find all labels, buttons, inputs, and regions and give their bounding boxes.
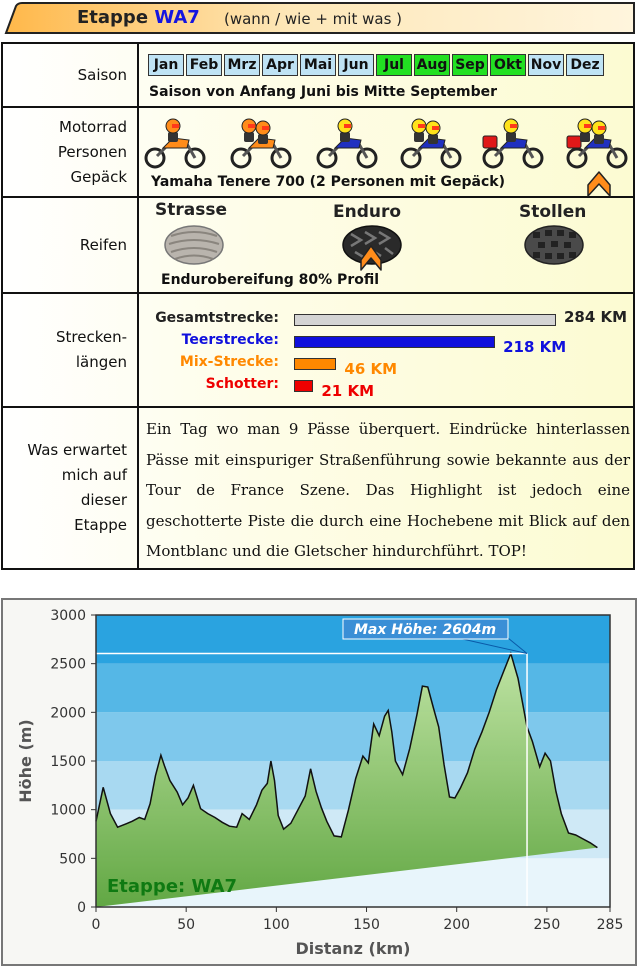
distance-bar — [294, 358, 336, 370]
tyre-type-knobby: Stollen — [519, 202, 587, 222]
distances-label: Strecken- längen — [3, 294, 139, 406]
season-row — [3, 44, 633, 108]
month-mai: Mai — [300, 54, 336, 76]
blue-motorbike-2-riders-icon — [399, 118, 465, 170]
selected-bike-marker-icon — [586, 168, 612, 198]
month-apr: Apr — [262, 54, 298, 76]
stage-code: WA7 — [154, 7, 200, 28]
annotation-text: Max Höhe: 2604m — [353, 622, 497, 638]
y-tick-label: 3000 — [50, 608, 86, 624]
y-tick-label: 1000 — [50, 802, 86, 819]
x-tick-label: 100 — [262, 917, 290, 933]
stage-subtitle: (wann / wie + mit was ) — [224, 10, 403, 28]
elevation-chart-panel — [1, 598, 637, 966]
stage-title: Etappe WA7 — [77, 7, 200, 28]
tyres-row — [3, 198, 633, 294]
distance-bar — [294, 380, 313, 392]
month-feb: Feb — [186, 54, 222, 76]
y-tick-label: 2000 — [50, 705, 86, 722]
month-nov: Nov — [528, 54, 564, 76]
motorcycle-description: Yamaha Tenere 700 (2 Personen mit Gepäck) — [151, 174, 505, 190]
tyre-type-enduro: Enduro — [333, 202, 402, 222]
road-tyre-icon — [163, 224, 225, 266]
month-jun: Jun — [338, 54, 374, 76]
distance-value: 218 KM — [503, 338, 567, 356]
distances-row — [3, 294, 633, 408]
stage-info-table — [1, 42, 635, 570]
motorcycle-row — [3, 108, 633, 198]
y-tick-label: 0 — [77, 900, 86, 916]
month-sep: Sep — [452, 54, 488, 76]
x-tick-label: 150 — [353, 917, 380, 933]
orange-motorbike-2-riders-icon — [229, 118, 295, 170]
month-jan: Jan — [148, 54, 184, 76]
tyre-type-road: Strasse — [155, 200, 227, 220]
distance-label: Gesamtstrecke: — [155, 310, 279, 326]
expectation-label: Was erwartet mich auf dieser Etappe — [3, 408, 139, 568]
month-okt: Okt — [490, 54, 526, 76]
distance-bar — [294, 314, 556, 326]
month-jul: Jul — [376, 54, 412, 76]
y-tick-label: 1500 — [50, 754, 86, 770]
y-tick-label: 500 — [59, 851, 86, 868]
stage-chart-label: Etappe: WA7 — [107, 876, 237, 897]
x-tick-label: 285 — [596, 917, 624, 933]
distance-label: Teerstrecke: — [181, 332, 279, 348]
blue-motorbike-2-riders-luggage-icon — [565, 118, 631, 170]
elevation-band — [96, 664, 610, 713]
y-tick-label: 2500 — [50, 656, 86, 673]
distance-value: 46 KM — [344, 360, 398, 378]
x-tick-label: 0 — [91, 917, 101, 933]
orange-motorbike-1-rider-icon — [143, 118, 209, 170]
season-label: Saison — [3, 44, 139, 106]
month-selector — [148, 54, 604, 76]
x-axis-label: Distanz (km) — [295, 939, 411, 958]
blue-motorbike-1-rider-luggage-icon — [481, 118, 547, 170]
month-aug: Aug — [414, 54, 450, 76]
motorcycle-label: Motorrad Personen Gepäck — [3, 108, 139, 196]
month-mrz: Mrz — [224, 54, 260, 76]
blue-motorbike-1-rider-icon — [315, 118, 381, 170]
season-description: Saison von Anfang Juni bis Mitte September — [149, 84, 498, 100]
x-tick-label: 250 — [533, 917, 561, 933]
distance-value: 21 KM — [321, 382, 375, 400]
knobby-tyre-icon — [523, 224, 585, 266]
distance-label: Mix-Strecke: — [179, 354, 279, 370]
x-tick-label: 50 — [177, 917, 196, 933]
stage-header-tab — [2, 2, 636, 36]
expectation-text: Ein Tag wo man 9 Pässe überquert. Eindrücke hinterlassen Pässe mit einspuriger Straßenführung sowie bekannte aus der Tour de France Szene. Das Highlight ist jedoch eine geschotterte Piste die durch eine Hochebene mit Blick auf den Montblanc und die Gletscher hindurchführt. TOP! — [146, 420, 630, 560]
distance-value: 284 KM — [564, 308, 628, 326]
x-tick-label: 200 — [443, 917, 471, 933]
selected-tyre-marker-icon — [359, 240, 383, 272]
month-dez: Dez — [566, 54, 604, 76]
tyres-label: Reifen — [3, 198, 139, 292]
y-axis-label: Höhe (m) — [16, 719, 35, 803]
distance-bar — [294, 336, 495, 348]
expectation-row — [3, 408, 633, 568]
elevation-chart — [3, 600, 635, 964]
tyre-description: Endurobereifung 80% Profil — [161, 272, 380, 288]
distance-label: Schotter: — [205, 376, 279, 392]
